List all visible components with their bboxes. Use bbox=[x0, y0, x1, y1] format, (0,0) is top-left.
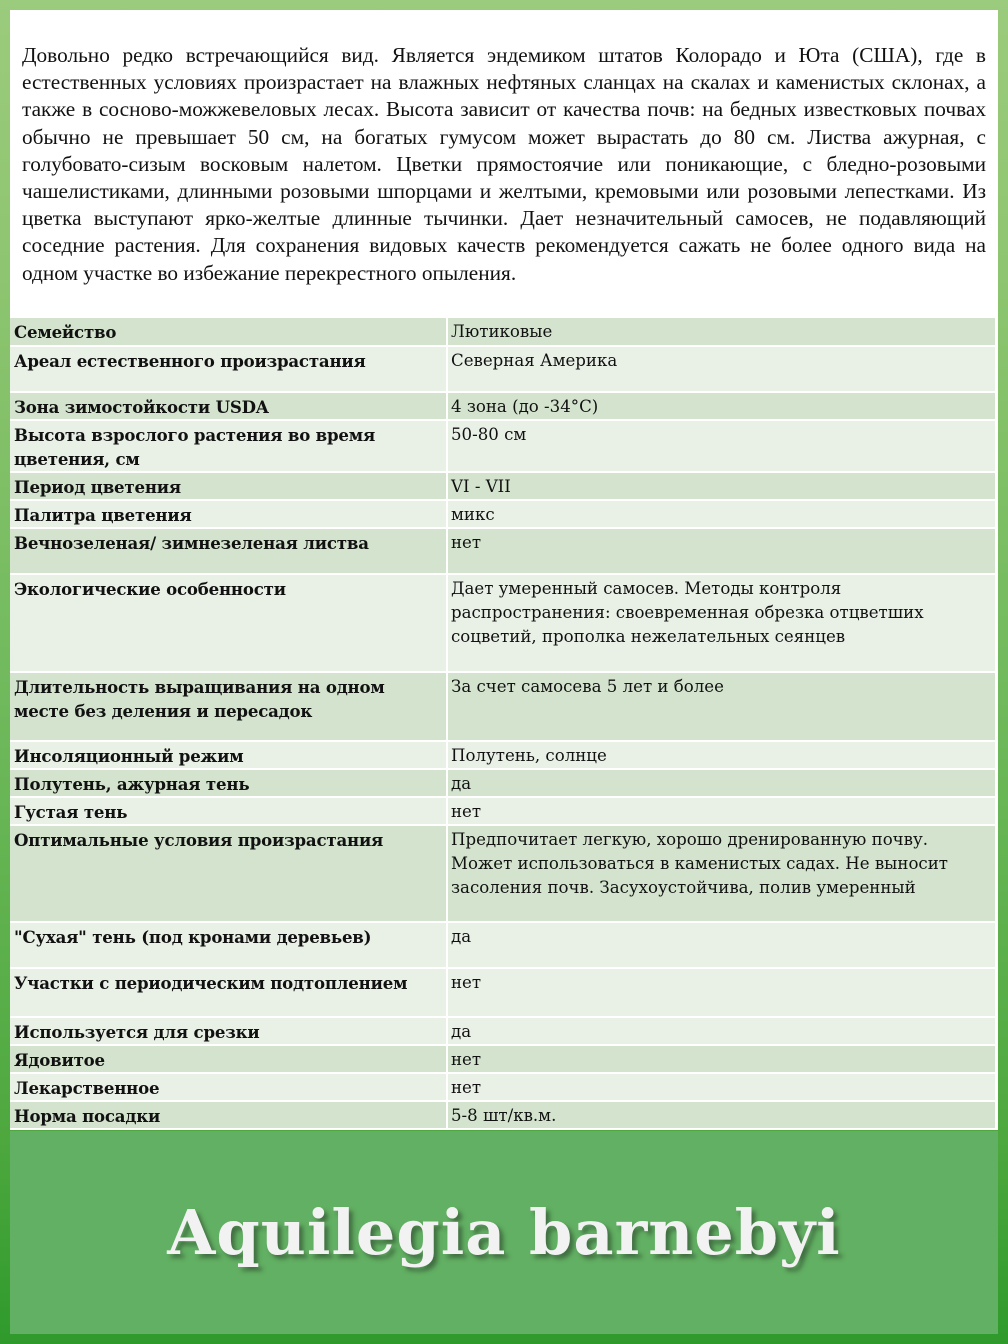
property-name: Ареал естественного произрастания bbox=[10, 346, 447, 392]
property-value: 4 зона (до -34°C) bbox=[447, 392, 996, 420]
property-name: Участки с периодическим подтоплением bbox=[10, 968, 447, 1017]
property-name: Густая тень bbox=[10, 797, 447, 825]
property-name: Оптимальные условия произрастания bbox=[10, 825, 447, 922]
property-value: да bbox=[447, 769, 996, 797]
properties-table bbox=[10, 318, 997, 1130]
property-value: да bbox=[447, 1017, 996, 1045]
table-row bbox=[10, 392, 996, 420]
table-row bbox=[10, 769, 996, 797]
info-sheet bbox=[10, 10, 998, 1130]
table-row bbox=[10, 1073, 996, 1101]
table-row bbox=[10, 318, 996, 346]
table-row bbox=[10, 825, 996, 922]
property-name: Высота взрослого растения во время цветения, см bbox=[10, 420, 447, 472]
property-name: Длительность выращивания на одном месте без деления и пересадок bbox=[10, 672, 447, 741]
table-row bbox=[10, 574, 996, 672]
species-title: Aquilegia barnebyi bbox=[167, 1196, 841, 1269]
property-name: Инсоляционный режим bbox=[10, 741, 447, 769]
table-row bbox=[10, 1017, 996, 1045]
table-row bbox=[10, 922, 996, 968]
property-value: нет bbox=[447, 1045, 996, 1073]
property-name: Зона зимостойкости USDA bbox=[10, 392, 447, 420]
table-row bbox=[10, 528, 996, 574]
table-row bbox=[10, 968, 996, 1017]
property-name: Палитра цветения bbox=[10, 500, 447, 528]
property-value: нет bbox=[447, 797, 996, 825]
table-row bbox=[10, 797, 996, 825]
property-value: нет bbox=[447, 528, 996, 574]
property-value: За счет самосева 5 лет и более bbox=[447, 672, 996, 741]
property-value: Полутень, солнце bbox=[447, 741, 996, 769]
property-value: микс bbox=[447, 500, 996, 528]
property-name: Ядовитое bbox=[10, 1045, 447, 1073]
property-value: Лютиковые bbox=[447, 318, 996, 346]
property-name: "Сухая" тень (под кронами деревьев) bbox=[10, 922, 447, 968]
property-value: 5-8 шт/кв.м. bbox=[447, 1101, 996, 1129]
title-banner bbox=[10, 1131, 998, 1334]
property-value: VI - VII bbox=[447, 472, 996, 500]
property-value: да bbox=[447, 922, 996, 968]
property-value: нет bbox=[447, 968, 996, 1017]
property-value: 50-80 см bbox=[447, 420, 996, 472]
property-name: Полутень, ажурная тень bbox=[10, 769, 447, 797]
table-row bbox=[10, 472, 996, 500]
property-name: Период цветения bbox=[10, 472, 447, 500]
property-name: Лекарственное bbox=[10, 1073, 447, 1101]
description-text: Довольно редко встречающийся вид. Является эндемиком штатов Колорадо и Юта (США), где в естественных условиях произрастает на влажных нефтяных сланцах на скалах и каменистых склонах, а также в сосново-можжевеловых лесах. Высота зависит от качества почв: на бедных известковых почвах обычно не превышает 50 см, на богатых гумусом может вырастать до 80 см. Листва ажурная, с голубовато-сизым восковым налетом. Цветки прямостоячие или поникающие, с бледно-розовыми чашелистиками, длинными розовыми шпорцами и желтыми, кремовыми или розовыми лепестками. Из цветка выступают ярко-желтые длинные тычинки. Дает незначительный самосев, не подавляющий соседние растения. Для сохранения видовых качеств рекомендуется сажать не более одного вида на одном участке во избежание перекрестного опыления. bbox=[22, 43, 986, 285]
property-name: Семейство bbox=[10, 318, 447, 346]
property-value: Дает умеренный самосев. Методы контроля распространения: своевременная обрезка отцветших соцветий, прополка нежелательных сеянцев bbox=[447, 574, 996, 672]
property-value: Северная Америка bbox=[447, 346, 996, 392]
table-row bbox=[10, 1045, 996, 1073]
table-row bbox=[10, 420, 996, 472]
table-row bbox=[10, 500, 996, 528]
property-name: Экологические особенности bbox=[10, 574, 447, 672]
property-value: Предпочитает легкую, хорошо дренированную почву. Может использоваться в каменистых садах. Не выносит засоления почв. Засухоустойчива, полив умеренный bbox=[447, 825, 996, 922]
property-value: нет bbox=[447, 1073, 996, 1101]
table-row bbox=[10, 1101, 996, 1129]
property-name: Норма посадки bbox=[10, 1101, 447, 1129]
property-name: Используется для срезки bbox=[10, 1017, 447, 1045]
table-row bbox=[10, 672, 996, 741]
property-name: Вечнозеленая/ зимнезеленая листва bbox=[10, 528, 447, 574]
table-row bbox=[10, 346, 996, 392]
table-row bbox=[10, 741, 996, 769]
